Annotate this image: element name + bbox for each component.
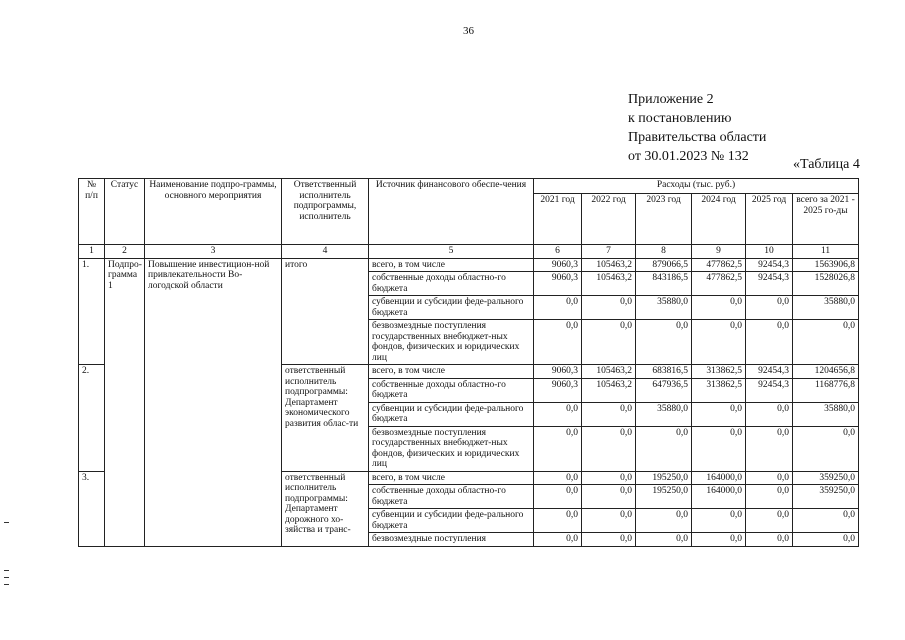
header-num: № п/п — [79, 179, 105, 245]
value-cell: 0,0 — [746, 296, 793, 320]
value-cell: 1204656,8 — [793, 365, 859, 379]
source-cell: субвенции и субсидии феде-рального бюджета — [369, 509, 534, 533]
source-cell: безвозмездные поступления — [369, 533, 534, 547]
value-cell: 0,0 — [582, 509, 636, 533]
table-tag: «Таблица 4 — [793, 157, 860, 172]
value-cell: 0,0 — [582, 471, 636, 485]
value-cell: 105463,2 — [582, 378, 636, 402]
value-cell: 164000,0 — [692, 485, 746, 509]
value-cell: 0,0 — [636, 509, 692, 533]
value-cell: 313862,5 — [692, 365, 746, 379]
value-cell: 1563906,8 — [793, 258, 859, 272]
value-cell: 9060,3 — [534, 258, 582, 272]
column-number: 6 — [534, 245, 582, 259]
value-cell: 0,0 — [692, 509, 746, 533]
value-cell: 0,0 — [692, 533, 746, 547]
value-cell: 35880,0 — [636, 296, 692, 320]
column-number: 1 — [79, 245, 105, 259]
value-cell: 92454,3 — [746, 258, 793, 272]
appendix-line: Правительства области — [628, 130, 767, 145]
value-cell: 0,0 — [793, 320, 859, 365]
value-cell: 0,0 — [534, 533, 582, 547]
row-number: 3. — [79, 471, 105, 546]
column-number: 5 — [369, 245, 534, 259]
value-cell: 359250,0 — [793, 471, 859, 485]
value-cell: 0,0 — [636, 426, 692, 471]
column-number: 4 — [282, 245, 369, 259]
value-cell: 647936,5 — [636, 378, 692, 402]
value-cell: 35880,0 — [636, 402, 692, 426]
value-cell: 195250,0 — [636, 471, 692, 485]
header-expenses: Расходы (тыс. руб.) — [534, 179, 859, 194]
value-cell: 477862,5 — [692, 258, 746, 272]
column-number: 2 — [105, 245, 145, 259]
value-cell: 0,0 — [636, 533, 692, 547]
source-cell: субвенции и субсидии феде-рального бюджета — [369, 402, 534, 426]
margin-mark — [4, 522, 9, 523]
value-cell: 105463,2 — [582, 258, 636, 272]
source-cell: всего, в том числе — [369, 365, 534, 379]
column-number: 8 — [636, 245, 692, 259]
value-cell: 1168776,8 — [793, 378, 859, 402]
value-cell: 0,0 — [793, 533, 859, 547]
value-cell: 879066,5 — [636, 258, 692, 272]
responsible-cell: ответственный исполнитель подпрограммы: Департамент экономического развития облас-ти — [282, 365, 369, 472]
page-number: 36 — [463, 25, 474, 37]
value-cell: 0,0 — [534, 296, 582, 320]
status-cell: Подпро-грамма 1 — [105, 258, 145, 546]
value-cell: 164000,0 — [692, 471, 746, 485]
value-cell: 0,0 — [582, 533, 636, 547]
value-cell: 1528026,8 — [793, 272, 859, 296]
value-cell: 92454,3 — [746, 378, 793, 402]
value-cell: 0,0 — [582, 320, 636, 365]
column-number: 3 — [145, 245, 282, 259]
header-source: Источник финансового обеспе-чения — [369, 179, 534, 245]
value-cell: 0,0 — [582, 402, 636, 426]
source-cell: всего, в том числе — [369, 258, 534, 272]
column-number: 7 — [582, 245, 636, 259]
value-cell: 105463,2 — [582, 272, 636, 296]
source-cell: субвенции и субсидии феде-рального бюджета — [369, 296, 534, 320]
value-cell: 92454,3 — [746, 365, 793, 379]
value-cell: 0,0 — [746, 471, 793, 485]
value-cell: 0,0 — [746, 320, 793, 365]
value-cell: 0,0 — [793, 509, 859, 533]
column-number: 10 — [746, 245, 793, 259]
header-name: Наименование подпро-граммы, основного мероприятия — [145, 179, 282, 245]
source-cell: собственные доходы областно-го бюджета — [369, 272, 534, 296]
appendix-line: к постановлению — [628, 111, 732, 126]
value-cell: 0,0 — [582, 485, 636, 509]
header-status: Статус — [105, 179, 145, 245]
value-cell: 0,0 — [746, 533, 793, 547]
appendix-block — [628, 90, 766, 166]
appendix-line: от 30.01.2023 № 132 — [628, 149, 749, 164]
header-responsible: Ответственный исполнитель подпрограммы, исполнитель — [282, 179, 369, 245]
value-cell: 0,0 — [582, 296, 636, 320]
row-number: 1. — [79, 258, 105, 365]
value-cell: 313862,5 — [692, 378, 746, 402]
value-cell: 0,0 — [692, 320, 746, 365]
value-cell: 9060,3 — [534, 378, 582, 402]
source-cell: безвозмездные поступления государственных внебюджет-ных фондов, физических и юридических лиц — [369, 320, 534, 365]
value-cell: 0,0 — [692, 402, 746, 426]
value-cell: 683816,5 — [636, 365, 692, 379]
value-cell: 35880,0 — [793, 296, 859, 320]
value-cell: 0,0 — [793, 426, 859, 471]
appendix-line: Приложение 2 — [628, 92, 714, 107]
value-cell: 9060,3 — [534, 272, 582, 296]
value-cell: 105463,2 — [582, 365, 636, 379]
value-cell: 0,0 — [636, 320, 692, 365]
value-cell: 0,0 — [534, 485, 582, 509]
value-cell: 0,0 — [534, 320, 582, 365]
table-row — [79, 258, 859, 272]
source-cell: всего, в том числе — [369, 471, 534, 485]
value-cell: 9060,3 — [534, 365, 582, 379]
value-cell: 0,0 — [534, 509, 582, 533]
source-cell: собственные доходы областно-го бюджета — [369, 485, 534, 509]
margin-mark — [4, 577, 9, 578]
value-cell: 0,0 — [746, 485, 793, 509]
value-cell: 195250,0 — [636, 485, 692, 509]
margin-mark — [4, 584, 9, 585]
value-cell: 92454,3 — [746, 272, 793, 296]
row-number: 2. — [79, 365, 105, 472]
value-cell: 843186,5 — [636, 272, 692, 296]
value-cell: 0,0 — [534, 471, 582, 485]
responsible-cell: ответственный исполнитель подпрограммы: Департамент дорожного хо-зяйства и транс- — [282, 471, 369, 546]
program-name-cell: Повышение инвестицион-ной привлекательности Во-логодской области — [145, 258, 282, 546]
header-year: 2021 год — [534, 194, 582, 245]
expenses-table — [78, 178, 859, 547]
value-cell: 0,0 — [692, 296, 746, 320]
value-cell: 0,0 — [746, 426, 793, 471]
header-year: 2024 год — [692, 194, 746, 245]
value-cell: 0,0 — [582, 426, 636, 471]
margin-mark — [4, 570, 9, 571]
header-year: 2023 год — [636, 194, 692, 245]
value-cell: 35880,0 — [793, 402, 859, 426]
value-cell: 0,0 — [534, 402, 582, 426]
header-year: всего за 2021 - 2025 го-ды — [793, 194, 859, 245]
value-cell: 0,0 — [746, 402, 793, 426]
value-cell: 0,0 — [534, 426, 582, 471]
value-cell: 359250,0 — [793, 485, 859, 509]
value-cell: 0,0 — [692, 426, 746, 471]
source-cell: собственные доходы областно-го бюджета — [369, 378, 534, 402]
value-cell: 477862,5 — [692, 272, 746, 296]
header-year: 2022 год — [582, 194, 636, 245]
header-year: 2025 год — [746, 194, 793, 245]
source-cell: безвозмездные поступления государственных внебюджет-ных фондов, физических и юридических лиц — [369, 426, 534, 471]
column-number: 11 — [793, 245, 859, 259]
value-cell: 0,0 — [746, 509, 793, 533]
column-number: 9 — [692, 245, 746, 259]
responsible-cell: итого — [282, 258, 369, 365]
